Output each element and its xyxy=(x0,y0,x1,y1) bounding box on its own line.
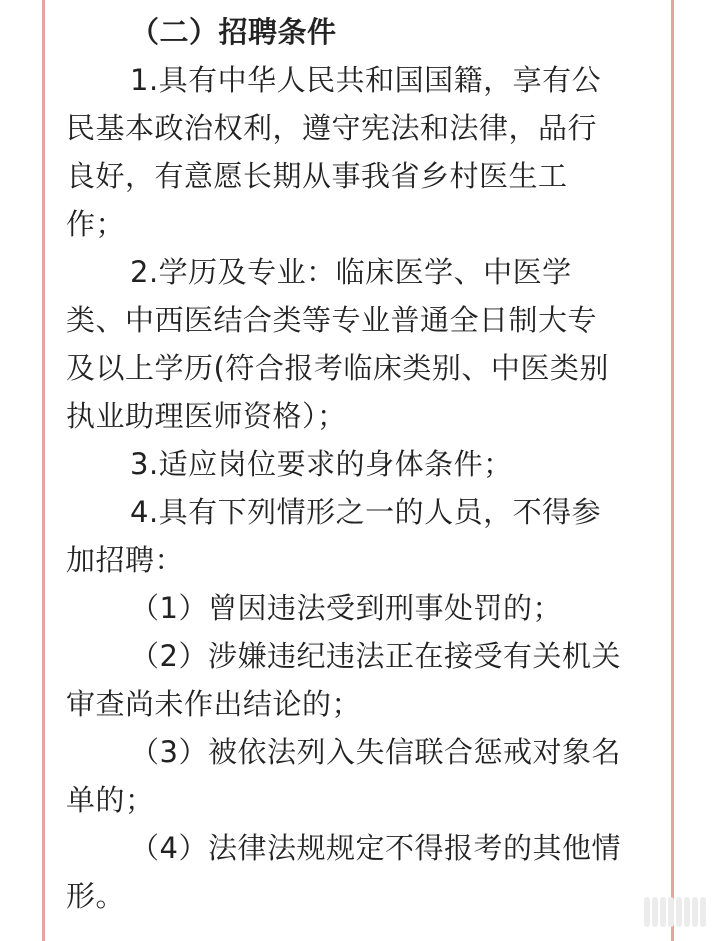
watermark-bar xyxy=(660,897,666,927)
page-border-right xyxy=(671,0,674,941)
paragraph-line: （2）涉嫌违纪违法正在接受有关机关 xyxy=(130,639,621,673)
section-heading: （二）招聘条件 xyxy=(130,15,337,49)
list-item-1 xyxy=(66,584,666,632)
paragraph-line: 类、中西医结合类等专业普通全日制大专 xyxy=(66,303,598,337)
watermark-bar xyxy=(676,897,682,927)
paragraph-1 xyxy=(66,56,666,248)
document-body xyxy=(66,8,666,920)
paragraph-4 xyxy=(66,488,666,584)
paragraph-line: 及以上学历(符合报考临床类别、中医类别 xyxy=(66,351,609,385)
paragraph-3 xyxy=(66,440,666,488)
watermark-bar xyxy=(668,897,674,927)
watermark-bar xyxy=(700,897,706,927)
paragraph-line: 4.具有下列情形之一的人员，不得参 xyxy=(130,495,602,529)
paragraph-line: 作； xyxy=(66,207,126,241)
list-item-2 xyxy=(66,632,666,728)
list-item-4 xyxy=(66,824,666,920)
paragraph-line: 3.适应岗位要求的身体条件； xyxy=(130,447,513,481)
watermark-bar xyxy=(684,897,690,927)
paragraph-line: （3）被依法列入失信联合惩戒对象名 xyxy=(130,735,621,769)
paragraph-line: 民基本政治权利，遵守宪法和法律，品行 xyxy=(66,111,598,145)
watermark-bar xyxy=(644,897,650,927)
paragraph-line: 单的； xyxy=(66,783,155,817)
paragraph-line: （4）法律法规规定不得报考的其他情 xyxy=(130,831,621,865)
list-item-3 xyxy=(66,728,666,824)
watermark-bar xyxy=(652,897,658,927)
watermark-logo-icon xyxy=(644,897,706,927)
watermark-bar xyxy=(692,897,698,927)
page-border-left xyxy=(42,0,45,941)
paragraph-2 xyxy=(66,248,666,440)
paragraph-line: 执业助理医师资格）； xyxy=(66,399,347,433)
paragraph-line: 审查尚未作出结论的； xyxy=(66,687,362,721)
paragraph-line: 2.学历及专业：临床医学、中医学 xyxy=(130,255,572,289)
paragraph-line: 良好，有意愿长期从事我省乡村医生工 xyxy=(66,159,568,193)
paragraph-line: 加招聘： xyxy=(66,543,185,577)
paragraph-line: （1）曾因违法受到刑事处罚的； xyxy=(130,591,562,625)
paragraph-line: 形。 xyxy=(66,879,126,913)
paragraph-line: 1.具有中华人民共和国国籍，享有公 xyxy=(130,63,602,97)
